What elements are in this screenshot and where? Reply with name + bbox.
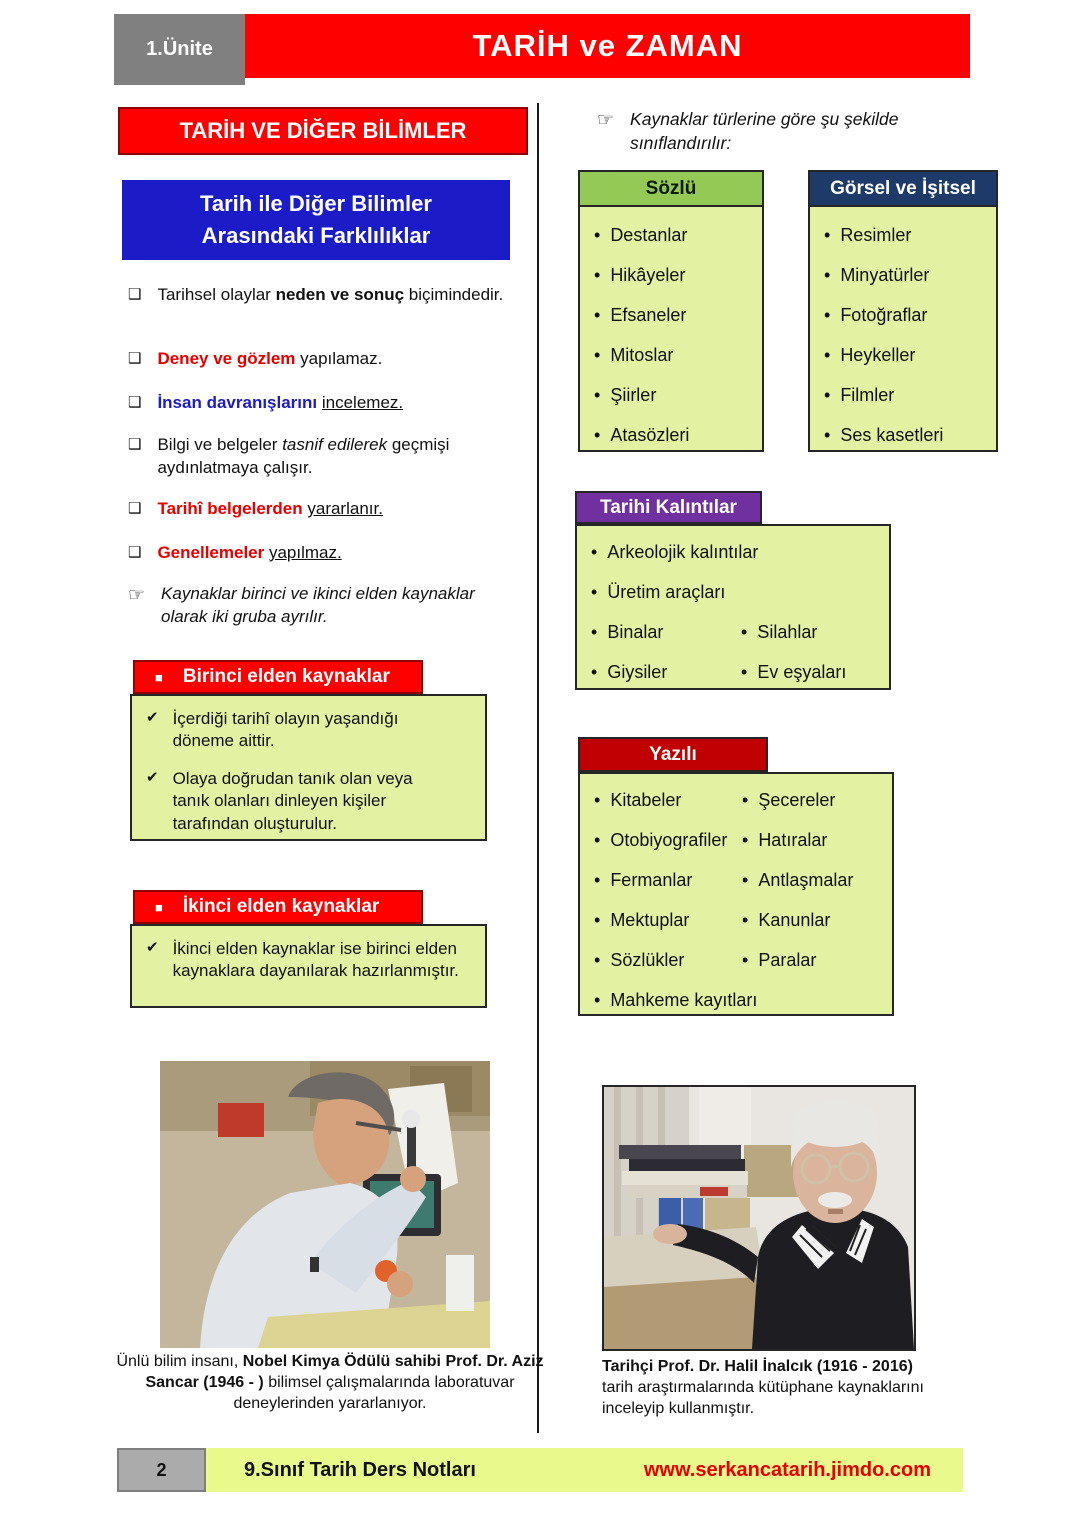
bullet-icon: • — [741, 661, 748, 682]
note-text: Kaynaklar birinci ve ikinci elden kaynaklar olarak iki gruba ayrılır. — [161, 584, 475, 626]
secondary-sources-box — [130, 924, 487, 1008]
list-item — [128, 434, 510, 480]
list-item — [128, 498, 510, 521]
column-divider — [537, 103, 539, 1433]
text-segment: Deney ve gözlem — [157, 349, 296, 368]
check-icon: ✔ — [146, 939, 159, 956]
caption-segment: bilimsel çalışmalarında laboratuvar deneylerinden yararlanıyor. — [233, 1373, 515, 1412]
oral-sources-header — [580, 172, 762, 207]
list-item — [594, 415, 762, 455]
subtitle-line2: Arasındaki Farklılıklar — [201, 223, 431, 248]
text-segment: neden ve sonuç — [275, 285, 405, 304]
list-item-text: Mektuplar — [610, 909, 690, 930]
list-item-text — [157, 434, 503, 480]
remains-title: Tarihi Kalıntılar — [600, 496, 737, 518]
list-item — [594, 215, 762, 255]
primary-sources-box — [130, 694, 487, 841]
checkbox-icon: ❑ — [128, 394, 142, 411]
bullet-icon: • — [742, 909, 749, 930]
list-item-text: Destanlar — [610, 224, 688, 245]
list-item — [824, 375, 996, 415]
text-segment: Bilgi ve belgeler — [157, 435, 283, 454]
list-item-text: Fermanlar — [610, 869, 693, 890]
text-segment: Tarihî belgelerden — [157, 499, 303, 518]
list-item — [591, 532, 889, 572]
list-item-text: Giysiler — [607, 661, 668, 682]
subsection-title-box — [122, 180, 510, 260]
list-item — [594, 335, 762, 375]
list-item — [824, 215, 996, 255]
list-item-text: Arkeolojik kalıntılar — [607, 541, 759, 562]
list-item-text: Ses kasetleri — [840, 424, 944, 445]
check-item — [146, 708, 471, 753]
bullet-icon: • — [824, 304, 831, 325]
list-item-text: Mahkeme kayıtları — [610, 989, 758, 1010]
caption-segment: Tarihçi Prof. Dr. Halil İnalcık (1916 - 2016) — [602, 1358, 913, 1375]
list-item-text: Binalar — [607, 621, 664, 642]
bullet-icon: • — [824, 384, 831, 405]
list-item — [591, 572, 889, 612]
list-item — [824, 335, 996, 375]
list-item-text: Hatıralar — [758, 829, 828, 850]
visual-audio-sources-box — [808, 170, 998, 452]
list-row — [594, 780, 892, 820]
page-number-box — [117, 1448, 206, 1492]
list-item-text: Kitabeler — [610, 789, 682, 810]
check-item-text: İkinci elden kaynaklar ise birinci elden kaynaklara dayanılarak hazırlanmıştır. — [172, 939, 459, 981]
list-item-text: Antlaşmalar — [758, 869, 854, 890]
list-row — [591, 612, 889, 652]
text-segment: yararlanır. — [307, 499, 383, 518]
list-item — [824, 255, 996, 295]
bullet-icon: • — [594, 224, 601, 245]
visual-audio-sources-header — [810, 172, 996, 207]
bullet-icon: • — [594, 789, 601, 810]
list-item — [128, 542, 510, 565]
text-segment: Genellemeler — [157, 543, 265, 562]
list-item-text: Şecereler — [758, 789, 836, 810]
written-sources-title: Yazılı — [649, 743, 697, 765]
square-bullet-icon: ■ — [155, 899, 163, 915]
checkbox-icon: ❑ — [128, 544, 142, 561]
oral-sources-list — [580, 207, 762, 455]
note-item — [597, 108, 927, 155]
bullet-icon: • — [591, 581, 598, 602]
list-item-text: Fotoğraflar — [840, 304, 928, 325]
list-item-text — [157, 542, 503, 565]
secondary-sources-title: İkinci elden kaynaklar — [182, 896, 380, 917]
list-item-text: Filmler — [840, 384, 895, 405]
bullet-icon: • — [594, 384, 601, 405]
list-item-text: Minyatürler — [840, 264, 930, 285]
list-item-text: Resimler — [840, 224, 912, 245]
section-title: TARİH VE DİĞER BİLİMLER — [179, 118, 467, 143]
check-item-text: İçerdiği tarihî olayın yaşandığı döneme aittir. — [172, 709, 399, 751]
list-row — [594, 900, 892, 940]
page-number: 2 — [156, 1459, 167, 1480]
text-segment: incelemez. — [321, 393, 404, 412]
secondary-sources-header — [133, 890, 423, 924]
note-item — [128, 583, 510, 629]
list-item-text — [157, 392, 503, 415]
list-item — [594, 980, 892, 1020]
checkbox-icon: ❑ — [128, 436, 142, 453]
bullet-icon: • — [594, 344, 601, 365]
visual-audio-sources-title: Görsel ve İşitsel — [830, 177, 976, 199]
bullet-icon: • — [591, 661, 598, 682]
check-item-text: Olaya doğrudan tanık olan veya tanık olanları dinleyen kişiler tarafından oluşturulur. — [172, 768, 413, 833]
bullet-icon: • — [742, 789, 749, 810]
list-row — [594, 860, 892, 900]
check-icon: ✔ — [146, 709, 159, 726]
remains-header — [575, 491, 762, 524]
checkbox-icon: ❑ — [128, 500, 142, 517]
list-row — [594, 820, 892, 860]
footer-url-link[interactable]: www.serkancatarih.jimdo.com — [643, 1458, 931, 1481]
bullet-icon: • — [594, 949, 601, 970]
footer-bar — [206, 1448, 963, 1492]
list-item — [128, 284, 510, 307]
checkbox-icon: ❑ — [128, 286, 142, 303]
list-item-text: Kanunlar — [758, 909, 831, 930]
list-row — [591, 652, 889, 692]
photo-caption — [112, 1352, 548, 1414]
bullet-icon: • — [742, 949, 749, 970]
check-item — [146, 938, 471, 983]
bullet-icon: • — [824, 424, 831, 445]
unit-label: 1.Ünite — [146, 38, 213, 60]
list-item — [594, 375, 762, 415]
note-text: Kaynaklar türlerine göre şu şekilde sınıflandırılır: — [630, 109, 899, 153]
list-item — [594, 255, 762, 295]
list-row — [594, 940, 892, 980]
list-item-text: Sözlükler — [610, 949, 685, 970]
caption-segment: tarih araştırmalarında kütüphane kaynaklarını inceleyip kullanmıştır. — [602, 1378, 924, 1417]
list-item — [128, 392, 510, 415]
bullet-icon: • — [824, 344, 831, 365]
text-segment: geçmişi aydınlatmaya çalışır. — [157, 435, 450, 477]
pointing-hand-icon: ☞ — [128, 585, 146, 606]
list-item-text: Paralar — [758, 949, 817, 970]
list-item-text: Silahlar — [757, 621, 818, 642]
list-item-text: Ev eşyaları — [757, 661, 847, 682]
primary-sources-title: Birinci elden kaynaklar — [182, 666, 390, 687]
primary-sources-header — [133, 660, 423, 694]
check-icon: ✔ — [146, 768, 159, 786]
visual-audio-sources-list — [810, 207, 996, 455]
list-item-text: Hikâyeler — [610, 264, 686, 285]
text-segment: yapılamaz. — [295, 349, 383, 368]
list-item — [594, 295, 762, 335]
text-segment: İnsan davranışlarını — [157, 393, 318, 412]
unit-badge — [114, 14, 245, 85]
halil-inalcik-photo — [602, 1085, 916, 1351]
list-item-text: Atasözleri — [610, 424, 690, 445]
lab-scene-illustration — [160, 1061, 490, 1348]
checkbox-icon: ❑ — [128, 350, 142, 367]
text-segment: Tarihsel olaylar — [157, 285, 276, 304]
caption-segment: Ünlü bilim insanı, — [116, 1353, 243, 1370]
check-item — [146, 768, 471, 835]
text-segment: yapılmaz. — [268, 543, 342, 562]
square-bullet-icon: ■ — [155, 669, 163, 685]
text-segment: biçimindedir. — [404, 285, 504, 304]
list-item-text: Üretim araçları — [607, 581, 726, 602]
bullet-icon: • — [594, 869, 601, 890]
bullet-icon: • — [594, 829, 601, 850]
bullet-icon: • — [594, 264, 601, 285]
page-title: TARİH ve ZAMAN — [472, 28, 743, 63]
written-sources-header — [578, 737, 768, 772]
list-item-text — [157, 348, 503, 371]
bullet-icon: • — [824, 224, 831, 245]
bullet-icon: • — [741, 621, 748, 642]
photo-caption — [602, 1357, 936, 1419]
subtitle-line1: Tarih ile Diğer Bilimler — [200, 191, 432, 217]
list-item-text — [157, 498, 503, 521]
list-item-text: Heykeller — [840, 344, 916, 365]
library-portrait-illustration — [604, 1087, 914, 1349]
bullet-icon: • — [742, 829, 749, 850]
bullet-icon: • — [591, 541, 598, 562]
bullet-icon: • — [591, 621, 598, 642]
written-sources-box — [578, 772, 894, 1016]
bullet-icon: • — [594, 304, 601, 325]
bullet-icon: • — [594, 909, 601, 930]
list-item — [128, 348, 510, 371]
list-item — [824, 295, 996, 335]
list-item-text — [157, 284, 503, 307]
bullet-icon: • — [594, 424, 601, 445]
bullet-icon: • — [594, 989, 601, 1010]
remains-box — [575, 524, 891, 690]
list-item-text: Şiirler — [610, 384, 657, 405]
text-segment: tasnif edilerek — [282, 435, 388, 454]
page-title-banner — [245, 14, 970, 78]
oral-sources-box — [578, 170, 764, 452]
bullet-icon: • — [742, 869, 749, 890]
oral-sources-title: Sözlü — [645, 177, 697, 199]
caption-segment: Nobel Kimya Ödülü sahibi Prof. Dr. Aziz Sancar (1946 - ) — [145, 1353, 544, 1391]
list-item-text: Mitoslar — [610, 344, 674, 365]
pointing-hand-icon: ☞ — [597, 110, 615, 131]
bullet-icon: • — [824, 264, 831, 285]
footer-title: 9.Sınıf Tarih Ders Notları — [244, 1458, 476, 1481]
list-item-text: Efsaneler — [610, 304, 687, 325]
list-item-text: Otobiyografiler — [610, 829, 728, 850]
aziz-sancar-photo — [160, 1061, 490, 1348]
list-item — [824, 415, 996, 455]
section-title-box — [118, 107, 528, 155]
